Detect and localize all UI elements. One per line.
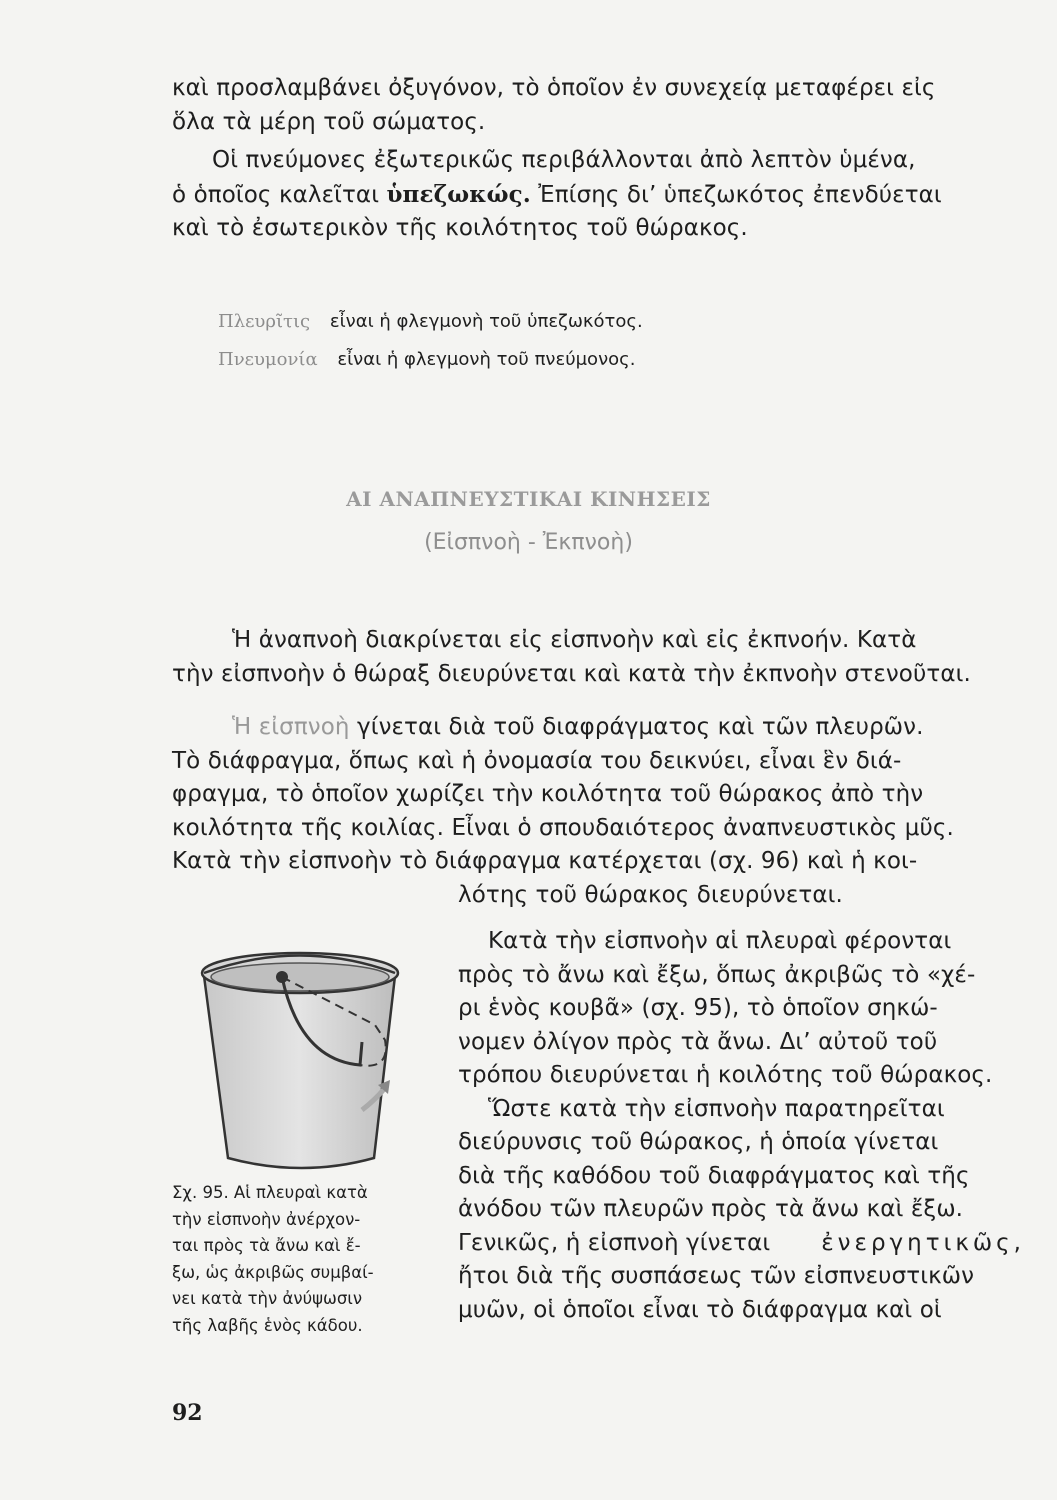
text-line: Κατὰ τὴν εἰσπνοὴν τὸ διάφραγμα κατέρχεται (σχ. 96) καὶ ἡ κοι-	[172, 848, 918, 874]
text-line: Ἡ ἀναπνοὴ διακρίνεται εἰς εἰσπνοὴν καὶ εἰς ἐκπνοήν. Κατὰ	[232, 627, 917, 653]
text-line: ἀνόδου τῶν πλευρῶν πρὸς τὰ ἄνω καὶ ἔξω.	[458, 1196, 964, 1222]
text-line: πρὸς τὸ ἄνω καὶ ἔξω, ὅπως ἀκριβῶς τὸ «χέ-	[458, 961, 976, 988]
text-line: ἤτοι διὰ τῆς συσπάσεως τῶν εἰσπνευστικῶν	[458, 1263, 975, 1289]
section-title: ΑΙ ΑΝΑΠΝΕΥΣΤΙΚΑΙ ΚΙΝΗΣΕΙΣ	[346, 487, 711, 511]
text-line: φραγμα, τὸ ὁποῖον χωρίζει τὴν κοιλότητα τοῦ θώρακος ἀπὸ τὴν	[172, 781, 924, 807]
right-column	[458, 925, 1025, 1327]
definitions-list	[218, 310, 643, 386]
text-line: ὁ ὁποῖος καλεῖται ὑπεζωκώς. Ἐπίσης δι’ ὑπεζωκότος ἐπενδύεται	[172, 180, 942, 208]
section-subtitle: (Εἰσπνοὴ - Ἐκπνοὴ)	[424, 530, 633, 555]
caption-line: νει κατὰ τὴν ἀνύψωσιν	[172, 1289, 363, 1308]
text-line: μυῶν, οἱ ὁποῖοι εἶναι τὸ διάφραγμα καὶ οἱ	[458, 1296, 942, 1323]
paragraph-2	[172, 144, 1025, 246]
text-line: Ὥστε κατὰ τὴν εἰσπνοὴν παρατηρεῖται	[488, 1095, 945, 1122]
text-line: Κατὰ τὴν εἰσπνοὴν αἱ πλευραὶ φέρονται	[488, 928, 952, 954]
term-energetikos: ἐνεργητικῶς,	[821, 1229, 1025, 1256]
text-line: καὶ τὸ ἐσωτερικὸν τῆς κοιλότητος τοῦ θώρακος.	[172, 215, 748, 241]
page-number: 92	[172, 1400, 203, 1426]
text-line: Γενικῶς, ἡ εἰσπνοὴ γίνεται ἐνεργητικῶς,	[458, 1227, 1025, 1261]
caption-line: ξω, ὡς ἀκριβῶς συμβαί-	[172, 1262, 374, 1282]
caption-line: τῆς λαβῆς ἑνὸς κάδου.	[172, 1315, 363, 1335]
text-line: Οἱ πνεύμονες ἐξωτερικῶς περιβάλλονται ἀπὸ λεπτὸν ὑμένα,	[212, 147, 916, 173]
text-line: κοιλότητα τῆς κοιλίας. Εἶναι ὁ σπουδαιότερος ἀναπνευστικὸς μῦς.	[172, 814, 954, 841]
caption-line: Σχ. 95. Αἱ πλευραὶ κατὰ	[172, 1183, 368, 1202]
caption-line: τὴν εἰσπνοὴν ἀνέρχον-	[172, 1209, 361, 1229]
term-eispnoe: Ἡ εἰσπνοὴ	[232, 714, 350, 740]
term-hypezokos: ὑπεζωκώς.	[386, 180, 531, 208]
caption-line: ται πρὸς τὰ ἄνω καὶ ἔ-	[172, 1236, 361, 1255]
figure-caption	[172, 1180, 417, 1339]
text-line: ὅλα τὰ μέρη τοῦ σώματος.	[172, 108, 486, 135]
text-line: διὰ τῆς καθόδου τοῦ διαφράγματος καὶ τῆς	[458, 1162, 970, 1189]
text-line: καὶ προσλαμβάνει ὀξυγόνον, τὸ ὁποῖον ἐν συνεχείᾳ μεταφέρει εἰς	[172, 75, 936, 101]
paragraph-4	[172, 711, 1025, 912]
text-line: Τὸ διάφραγμα, ὅπως καὶ ἡ ὀνομασία του δεικνύει, εἶναι ἓν διά-	[172, 747, 902, 774]
definition-term: Πνευμονία	[218, 349, 318, 370]
paragraph-3	[172, 624, 1025, 691]
text-line: Ἡ εἰσπνοὴ γίνεται διὰ τοῦ διαφράγματος καὶ τῶν πλευρῶν.	[232, 714, 924, 740]
text-line: τρόπου διευρύνεται ἡ κοιλότης τοῦ θώρακος.	[458, 1062, 993, 1088]
definition-pleuritis	[218, 310, 643, 334]
text-line: τὴν εἰσπνοὴν ὁ θώραξ διευρύνεται καὶ κατὰ τὴν ἐκπνοὴν στενοῦται.	[172, 660, 971, 687]
definition-term: Πλευρῖτις	[218, 311, 311, 332]
definition-text: εἶναι ἡ φλεγμονὴ τοῦ πνεύμονος.	[337, 349, 636, 370]
text-line: νομεν ὀλίγον πρὸς τὰ ἄνω. Δι’ αὐτοῦ τοῦ	[458, 1028, 938, 1055]
text-line: ρι ἑνὸς κουβᾶ» (σχ. 95), τὸ ὁποῖον σηκώ-	[458, 995, 938, 1021]
definition-pneumonia	[218, 348, 643, 372]
text-line: διεύρυνσις τοῦ θώρακος, ἡ ὁποία γίνεται	[458, 1129, 939, 1155]
text-line: λότης τοῦ θώρακος διευρύνεται.	[458, 881, 843, 908]
paragraph-1	[172, 72, 1025, 139]
definition-text: εἶναι ἡ φλεγμονὴ τοῦ ὑπεζωκότος.	[329, 311, 643, 332]
bucket-figure	[190, 940, 415, 1180]
